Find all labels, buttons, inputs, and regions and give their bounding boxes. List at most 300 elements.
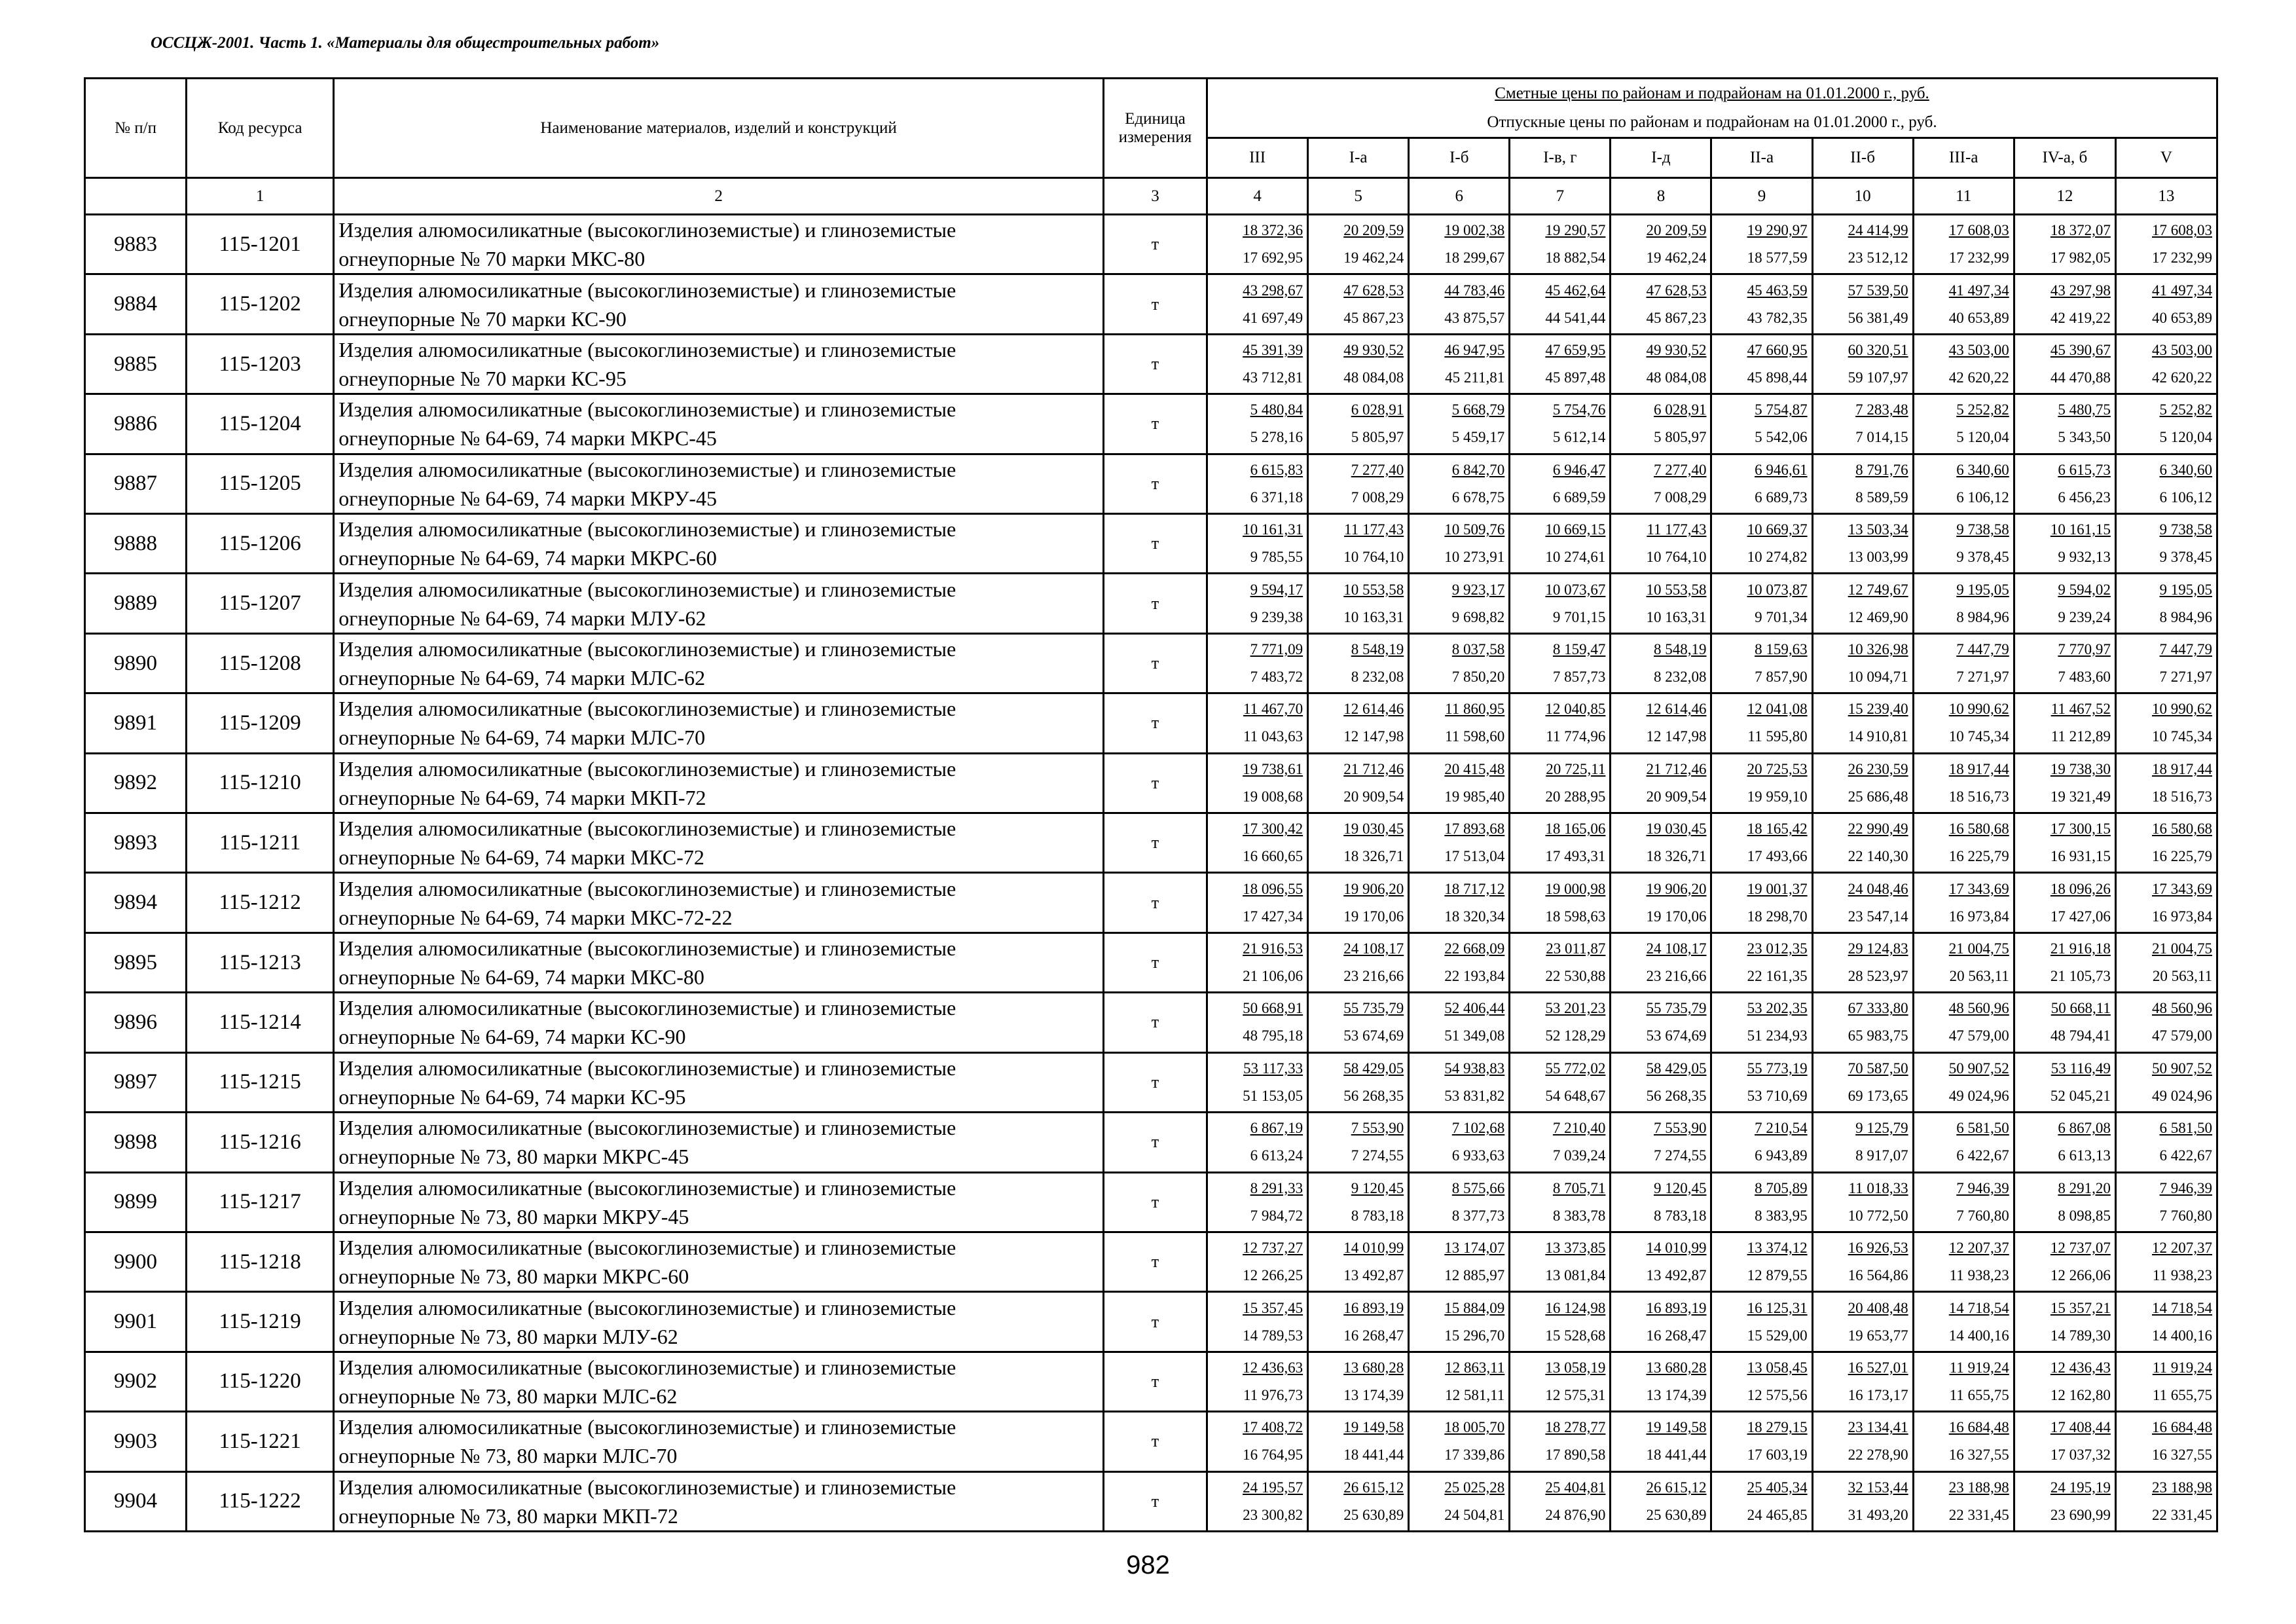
price-cell bbox=[1308, 215, 1409, 274]
price-cell bbox=[2014, 753, 2115, 813]
release-price: 42 419,22 bbox=[2050, 309, 2111, 326]
row-number: 9888 bbox=[85, 514, 187, 574]
price-cell bbox=[1913, 274, 2014, 334]
release-price: 17 339,86 bbox=[1444, 1447, 1505, 1464]
estimate-price: 5 668,79 bbox=[1451, 401, 1505, 418]
price-cell bbox=[1711, 334, 1812, 394]
release-price: 53 674,69 bbox=[1646, 1027, 1707, 1044]
release-price: 18 516,73 bbox=[1948, 788, 2009, 805]
estimate-price: 11 177,43 bbox=[1647, 521, 1707, 538]
table-row bbox=[85, 873, 2217, 932]
estimate-price: 6 842,70 bbox=[1451, 461, 1505, 478]
price-cell bbox=[1913, 813, 2014, 873]
material-name-line: Изделия алюмосиликатные (высокоглиноземистые) и глиноземистые bbox=[338, 457, 957, 481]
price-cell bbox=[1409, 454, 1510, 513]
estimate-price: 10 669,15 bbox=[1545, 521, 1606, 538]
row-number: 9887 bbox=[85, 454, 187, 513]
price-cell bbox=[1913, 334, 2014, 394]
release-price: 22 140,30 bbox=[1848, 848, 1908, 865]
estimate-price: 6 028,91 bbox=[1653, 401, 1707, 418]
estimate-price: 24 048,46 bbox=[1848, 880, 1908, 897]
material-name-line: огнеупорные № 73, 80 марки МКРУ-45 bbox=[338, 1204, 689, 1228]
estimate-price: 12 749,67 bbox=[1848, 581, 1908, 598]
price-cell bbox=[1207, 394, 1308, 454]
release-price: 28 523,97 bbox=[1848, 968, 1908, 985]
estimate-price: 26 615,12 bbox=[1646, 1479, 1707, 1496]
row-number: 9902 bbox=[85, 1352, 187, 1411]
release-price: 11 655,75 bbox=[2152, 1386, 2212, 1403]
price-cell bbox=[1409, 993, 1510, 1052]
release-price: 15 296,70 bbox=[1444, 1327, 1505, 1344]
estimate-price: 18 096,26 bbox=[2050, 880, 2111, 897]
price-cell bbox=[1409, 813, 1510, 873]
estimate-price: 9 125,79 bbox=[1855, 1120, 1908, 1137]
price-cell bbox=[1409, 932, 1510, 992]
estimate-price: 19 002,38 bbox=[1444, 222, 1505, 239]
release-price: 7 760,80 bbox=[2159, 1207, 2212, 1224]
resource-code: 115-1205 bbox=[187, 454, 334, 513]
price-cell bbox=[1207, 753, 1308, 813]
header-region: I-в, г bbox=[1510, 138, 1611, 178]
price-cell bbox=[1913, 454, 2014, 513]
release-price: 11 212,89 bbox=[2050, 728, 2111, 745]
release-price: 40 653,89 bbox=[1948, 309, 2009, 326]
estimate-price: 50 668,91 bbox=[1243, 1000, 1303, 1017]
release-price: 20 288,95 bbox=[1545, 788, 1606, 805]
price-cell bbox=[2014, 574, 2115, 633]
release-price: 18 577,59 bbox=[1747, 249, 1808, 267]
release-price: 17 427,06 bbox=[2050, 908, 2111, 925]
release-price: 7 274,55 bbox=[1653, 1147, 1707, 1164]
release-price: 49 024,96 bbox=[2152, 1087, 2212, 1104]
price-cell bbox=[1611, 1352, 1711, 1411]
estimate-price: 13 174,07 bbox=[1444, 1240, 1505, 1257]
material-name-line: Изделия алюмосиликатные (высокоглиноземистые) и глиноземистые bbox=[338, 817, 957, 841]
release-price: 10 163,31 bbox=[1343, 608, 1404, 625]
price-cell bbox=[1611, 993, 1711, 1052]
price-cell bbox=[1308, 1352, 1409, 1411]
estimate-price: 26 615,12 bbox=[1343, 1479, 1404, 1496]
estimate-price: 12 436,63 bbox=[1243, 1359, 1303, 1376]
release-price: 23 216,66 bbox=[1646, 968, 1707, 985]
price-cell bbox=[1611, 574, 1711, 633]
estimate-price: 21 712,46 bbox=[1343, 760, 1404, 777]
release-price: 17 427,34 bbox=[1243, 908, 1303, 925]
price-cell bbox=[1812, 1052, 1913, 1112]
estimate-price: 20 209,59 bbox=[1343, 222, 1404, 239]
estimate-price: 6 340,60 bbox=[2159, 461, 2212, 478]
release-price: 21 106,06 bbox=[1243, 968, 1303, 985]
estimate-price: 23 134,41 bbox=[1848, 1419, 1908, 1436]
price-cell bbox=[1812, 334, 1913, 394]
price-cell bbox=[1711, 693, 1812, 753]
release-price: 12 162,80 bbox=[2050, 1386, 2111, 1403]
release-price: 24 876,90 bbox=[1545, 1506, 1606, 1523]
price-cell bbox=[2014, 334, 2115, 394]
release-price: 23 690,99 bbox=[2050, 1506, 2111, 1523]
release-price: 49 024,96 bbox=[1948, 1087, 2009, 1104]
release-price: 11 598,60 bbox=[1445, 728, 1505, 745]
price-cell bbox=[1207, 993, 1308, 1052]
price-cell bbox=[1207, 1113, 1308, 1172]
price-cell bbox=[1207, 454, 1308, 513]
estimate-price: 7 553,90 bbox=[1351, 1120, 1404, 1137]
estimate-price: 41 497,34 bbox=[1948, 282, 2009, 299]
table-row bbox=[85, 334, 2217, 394]
price-cell bbox=[2115, 1412, 2217, 1471]
unit: т bbox=[1103, 1113, 1207, 1172]
column-number: 2 bbox=[334, 178, 1104, 215]
estimate-price: 19 030,45 bbox=[1646, 821, 1707, 838]
release-price: 22 161,35 bbox=[1747, 968, 1808, 985]
estimate-price: 47 659,95 bbox=[1545, 342, 1606, 359]
estimate-price: 58 429,05 bbox=[1343, 1060, 1404, 1077]
estimate-price: 11 860,95 bbox=[1445, 701, 1505, 718]
material-name-line: Изделия алюмосиликатные (высокоглиноземистые) и глиноземистые bbox=[338, 577, 957, 601]
estimate-price: 18 165,42 bbox=[1747, 821, 1808, 838]
price-cell bbox=[1611, 693, 1711, 753]
resource-code: 115-1220 bbox=[187, 1352, 334, 1411]
table-row bbox=[85, 1352, 2217, 1411]
estimate-price: 19 149,58 bbox=[1343, 1419, 1404, 1436]
release-price: 8 383,95 bbox=[1755, 1207, 1808, 1224]
price-cell bbox=[1308, 1113, 1409, 1172]
release-price: 16 327,55 bbox=[1948, 1447, 2009, 1464]
price-cell bbox=[1711, 1052, 1812, 1112]
resource-code: 115-1203 bbox=[187, 334, 334, 394]
release-price: 7 008,29 bbox=[1653, 489, 1707, 506]
price-cell bbox=[1207, 514, 1308, 574]
release-price: 12 575,56 bbox=[1747, 1386, 1808, 1403]
estimate-price: 16 527,01 bbox=[1848, 1359, 1908, 1376]
price-cell bbox=[1611, 274, 1711, 334]
price-cell bbox=[1611, 1412, 1711, 1471]
price-cell bbox=[2115, 932, 2217, 992]
price-cell bbox=[1913, 1172, 2014, 1232]
price-cell bbox=[1913, 514, 2014, 574]
release-price: 7 014,15 bbox=[1855, 429, 1908, 446]
price-cell bbox=[2014, 693, 2115, 753]
release-price: 23 512,12 bbox=[1848, 249, 1908, 267]
estimate-price: 8 037,58 bbox=[1451, 641, 1505, 658]
price-cell bbox=[1510, 1471, 1611, 1531]
header-region: V bbox=[2115, 138, 2217, 178]
price-cell bbox=[1510, 1412, 1611, 1471]
release-price: 5 343,50 bbox=[2058, 429, 2111, 446]
estimate-price: 43 297,98 bbox=[2050, 282, 2111, 299]
price-cell bbox=[1207, 693, 1308, 753]
estimate-price: 24 108,17 bbox=[1343, 940, 1404, 957]
table-row bbox=[85, 1232, 2217, 1291]
release-price: 9 701,15 bbox=[1552, 608, 1606, 625]
unit: т bbox=[1103, 1471, 1207, 1531]
price-cell bbox=[1812, 394, 1913, 454]
price-cell bbox=[2014, 514, 2115, 574]
release-price: 8 383,78 bbox=[1552, 1207, 1606, 1224]
column-number: 3 bbox=[1103, 178, 1207, 215]
release-price: 6 689,59 bbox=[1552, 489, 1606, 506]
release-price: 16 225,79 bbox=[2152, 848, 2212, 865]
unit: т bbox=[1103, 873, 1207, 932]
release-price: 45 897,48 bbox=[1545, 369, 1606, 386]
price-cell bbox=[1711, 514, 1812, 574]
release-price: 23 547,14 bbox=[1848, 908, 1908, 925]
release-price: 14 789,30 bbox=[2050, 1327, 2111, 1344]
price-cell bbox=[1308, 993, 1409, 1052]
table-row bbox=[85, 753, 2217, 813]
price-cell bbox=[1711, 813, 1812, 873]
material-name-line: огнеупорные № 64-69, 74 марки КС-95 bbox=[338, 1084, 686, 1109]
release-price: 7 984,72 bbox=[1250, 1207, 1303, 1224]
estimate-price: 17 300,42 bbox=[1243, 821, 1303, 838]
estimate-price: 6 946,47 bbox=[1552, 461, 1606, 478]
release-price: 11 938,23 bbox=[2152, 1267, 2212, 1284]
release-price: 10 764,10 bbox=[1646, 549, 1707, 566]
estimate-price: 6 581,50 bbox=[1956, 1120, 2009, 1137]
release-price: 7 857,90 bbox=[1755, 669, 1808, 686]
release-price: 8 984,96 bbox=[2159, 608, 2212, 625]
price-cell bbox=[1611, 454, 1711, 513]
release-price: 47 579,00 bbox=[1948, 1027, 2009, 1044]
estimate-price: 67 333,80 bbox=[1848, 1000, 1908, 1017]
price-cell bbox=[2014, 274, 2115, 334]
estimate-price: 12 436,43 bbox=[2050, 1359, 2111, 1376]
release-price: 18 299,67 bbox=[1444, 249, 1505, 267]
estimate-price: 16 125,31 bbox=[1747, 1299, 1808, 1316]
price-cell bbox=[1812, 693, 1913, 753]
price-cell bbox=[1913, 693, 2014, 753]
release-price: 10 094,71 bbox=[1848, 669, 1908, 686]
resource-code: 115-1218 bbox=[187, 1232, 334, 1291]
material-name-line: Изделия алюмосиликатные (высокоглиноземистые) и глиноземистые bbox=[338, 338, 957, 362]
release-price: 20 563,11 bbox=[2152, 968, 2212, 985]
release-price: 10 772,50 bbox=[1848, 1207, 1908, 1224]
material-name-line: Изделия алюмосиликатные (высокоглиноземистые) и глиноземистые bbox=[338, 1236, 957, 1260]
header-prices-release: Отпускные цены по районам и подрайонам на 01.01.2000 г., руб. bbox=[1487, 113, 1937, 131]
estimate-price: 26 230,59 bbox=[1848, 760, 1908, 777]
release-price: 43 712,81 bbox=[1243, 369, 1303, 386]
release-price: 18 441,44 bbox=[1343, 1447, 1404, 1464]
estimate-price: 17 408,72 bbox=[1243, 1419, 1303, 1436]
price-cell bbox=[1913, 574, 2014, 633]
price-cell bbox=[1308, 1172, 1409, 1232]
estimate-price: 11 018,33 bbox=[1848, 1179, 1908, 1196]
release-price: 9 378,45 bbox=[1956, 549, 2009, 566]
header-unit: Единица измерения bbox=[1103, 79, 1207, 178]
price-cell bbox=[1913, 1471, 2014, 1531]
estimate-price: 43 503,00 bbox=[1948, 342, 2009, 359]
unit: т bbox=[1103, 574, 1207, 633]
estimate-price: 41 497,34 bbox=[2152, 282, 2212, 299]
release-price: 51 234,93 bbox=[1747, 1027, 1808, 1044]
release-price: 12 469,90 bbox=[1848, 608, 1908, 625]
estimate-price: 45 391,39 bbox=[1243, 342, 1303, 359]
price-cell bbox=[1510, 274, 1611, 334]
price-cell bbox=[1409, 873, 1510, 932]
price-cell bbox=[2014, 1052, 2115, 1112]
price-cell bbox=[1510, 633, 1611, 693]
release-price: 12 266,06 bbox=[2050, 1267, 2111, 1284]
material-name-line: Изделия алюмосиликатные (высокоглиноземистые) и глиноземистые bbox=[338, 278, 957, 302]
estimate-price: 16 926,53 bbox=[1848, 1240, 1908, 1257]
estimate-price: 6 028,91 bbox=[1351, 401, 1404, 418]
release-price: 19 321,49 bbox=[2050, 788, 2111, 805]
estimate-price: 13 374,12 bbox=[1747, 1240, 1808, 1257]
estimate-price: 12 040,85 bbox=[1545, 701, 1606, 718]
price-cell bbox=[1308, 932, 1409, 992]
release-price: 12 147,98 bbox=[1343, 728, 1404, 745]
estimate-price: 6 615,73 bbox=[2058, 461, 2111, 478]
estimate-price: 18 717,12 bbox=[1444, 880, 1505, 897]
estimate-price: 53 201,23 bbox=[1545, 1000, 1606, 1017]
material-name bbox=[334, 1113, 1104, 1172]
release-price: 14 400,16 bbox=[1948, 1327, 2009, 1344]
estimate-price: 8 548,19 bbox=[1653, 641, 1707, 658]
resource-code: 115-1207 bbox=[187, 574, 334, 633]
estimate-price: 25 405,34 bbox=[1747, 1479, 1808, 1496]
release-price: 31 493,20 bbox=[1848, 1506, 1908, 1523]
estimate-price: 10 073,87 bbox=[1747, 581, 1808, 598]
price-cell bbox=[1812, 514, 1913, 574]
release-price: 9 239,38 bbox=[1250, 608, 1303, 625]
price-cell bbox=[2115, 873, 2217, 932]
release-price: 59 107,97 bbox=[1848, 369, 1908, 386]
release-price: 7 857,73 bbox=[1552, 669, 1606, 686]
price-cell bbox=[1409, 633, 1510, 693]
estimate-price: 11 177,43 bbox=[1344, 521, 1404, 538]
price-cell bbox=[1409, 753, 1510, 813]
price-cell bbox=[1812, 1471, 1913, 1531]
unit: т bbox=[1103, 932, 1207, 992]
row-number: 9899 bbox=[85, 1172, 187, 1232]
header-no: № п/п bbox=[85, 79, 187, 178]
estimate-price: 5 480,75 bbox=[2058, 401, 2111, 418]
unit: т bbox=[1103, 1412, 1207, 1471]
resource-code: 115-1215 bbox=[187, 1052, 334, 1112]
price-cell bbox=[2014, 633, 2115, 693]
estimate-price: 7 946,39 bbox=[2159, 1179, 2212, 1196]
table-row bbox=[85, 813, 2217, 873]
estimate-price: 13 503,34 bbox=[1848, 521, 1908, 538]
estimate-price: 16 893,19 bbox=[1646, 1299, 1707, 1316]
estimate-price: 12 863,11 bbox=[1445, 1359, 1505, 1376]
estimate-price: 11 919,24 bbox=[1949, 1359, 2009, 1376]
estimate-price: 17 608,03 bbox=[1948, 222, 2009, 239]
material-name-line: Изделия алюмосиликатные (высокоглиноземистые) и глиноземистые bbox=[338, 1175, 957, 1200]
material-name bbox=[334, 993, 1104, 1052]
price-cell bbox=[1207, 274, 1308, 334]
price-cell bbox=[1913, 394, 2014, 454]
estimate-price: 10 073,67 bbox=[1545, 581, 1606, 598]
price-cell bbox=[2014, 993, 2115, 1052]
price-cell bbox=[1913, 753, 2014, 813]
price-cell bbox=[1812, 1232, 1913, 1291]
material-name-line: огнеупорные № 73, 80 марки МЛУ-62 bbox=[338, 1324, 678, 1348]
price-cell bbox=[1409, 1471, 1510, 1531]
material-name-line: огнеупорные № 73, 80 марки МКРС-60 bbox=[338, 1264, 689, 1289]
estimate-price: 32 153,44 bbox=[1848, 1479, 1908, 1496]
release-price: 12 885,97 bbox=[1444, 1267, 1505, 1284]
material-name bbox=[334, 932, 1104, 992]
estimate-price: 70 587,50 bbox=[1848, 1060, 1908, 1077]
price-cell bbox=[1510, 574, 1611, 633]
material-name-line: огнеупорные № 73, 80 марки МКРС-45 bbox=[338, 1145, 689, 1169]
price-cell bbox=[1510, 454, 1611, 513]
release-price: 10 274,82 bbox=[1747, 549, 1808, 566]
price-cell bbox=[1611, 1292, 1711, 1352]
release-price: 12 879,55 bbox=[1747, 1267, 1808, 1284]
release-price: 17 037,32 bbox=[2050, 1447, 2111, 1464]
estimate-price: 8 159,63 bbox=[1755, 641, 1808, 658]
release-price: 48 084,08 bbox=[1646, 369, 1707, 386]
column-number: 11 bbox=[1913, 178, 2014, 215]
material-name bbox=[334, 1052, 1104, 1112]
column-number: 6 bbox=[1409, 178, 1510, 215]
price-cell bbox=[1308, 334, 1409, 394]
estimate-price: 11 467,70 bbox=[1243, 701, 1303, 718]
estimate-price: 20 408,48 bbox=[1848, 1299, 1908, 1316]
release-price: 6 106,12 bbox=[2159, 489, 2212, 506]
column-number: 1 bbox=[187, 178, 334, 215]
price-cell bbox=[1207, 932, 1308, 992]
release-price: 47 579,00 bbox=[2152, 1027, 2212, 1044]
release-price: 10 745,34 bbox=[2152, 728, 2212, 745]
release-price: 17 890,58 bbox=[1545, 1447, 1606, 1464]
price-cell bbox=[1611, 1052, 1711, 1112]
release-price: 6 943,89 bbox=[1755, 1147, 1808, 1164]
resource-code: 115-1209 bbox=[187, 693, 334, 753]
price-cell bbox=[1611, 1113, 1711, 1172]
price-cell bbox=[1611, 1172, 1711, 1232]
resource-code: 115-1208 bbox=[187, 633, 334, 693]
release-price: 16 973,84 bbox=[2152, 908, 2212, 925]
release-price: 45 867,23 bbox=[1646, 309, 1707, 326]
estimate-price: 10 326,98 bbox=[1848, 641, 1908, 658]
table-row bbox=[85, 1172, 2217, 1232]
release-price: 8 098,85 bbox=[2058, 1207, 2111, 1224]
table-row bbox=[85, 215, 2217, 274]
estimate-price: 5 480,84 bbox=[1250, 401, 1303, 418]
release-price: 44 470,88 bbox=[2050, 369, 2111, 386]
resource-code: 115-1216 bbox=[187, 1113, 334, 1172]
price-cell bbox=[1812, 1113, 1913, 1172]
header-region: III-а bbox=[1913, 138, 2014, 178]
release-price: 7 271,97 bbox=[1956, 669, 2009, 686]
price-cell bbox=[2115, 993, 2217, 1052]
price-cell bbox=[1812, 932, 1913, 992]
material-name-line: огнеупорные № 64-69, 74 марки МКРС-45 bbox=[338, 426, 717, 451]
release-price: 51 153,05 bbox=[1243, 1087, 1303, 1104]
release-price: 12 581,11 bbox=[1445, 1386, 1505, 1403]
estimate-price: 20 209,59 bbox=[1646, 222, 1707, 239]
estimate-price: 53 117,33 bbox=[1243, 1060, 1303, 1077]
release-price: 16 564,86 bbox=[1848, 1267, 1908, 1284]
estimate-price: 7 946,39 bbox=[1956, 1179, 2009, 1196]
column-number: 9 bbox=[1711, 178, 1812, 215]
material-name-line: Изделия алюмосиликатные (высокоглиноземистые) и глиноземистые bbox=[338, 218, 957, 242]
estimate-price: 54 938,83 bbox=[1444, 1060, 1505, 1077]
release-price: 13 003,99 bbox=[1848, 549, 1908, 566]
release-price: 45 867,23 bbox=[1343, 309, 1404, 326]
resource-code: 115-1214 bbox=[187, 993, 334, 1052]
price-cell bbox=[1308, 1471, 1409, 1531]
release-price: 15 529,00 bbox=[1747, 1327, 1808, 1344]
estimate-price: 10 509,76 bbox=[1444, 521, 1505, 538]
release-price: 7 271,97 bbox=[2159, 669, 2212, 686]
estimate-price: 53 116,49 bbox=[2050, 1060, 2111, 1077]
price-cell bbox=[2115, 274, 2217, 334]
table-row bbox=[85, 1052, 2217, 1112]
